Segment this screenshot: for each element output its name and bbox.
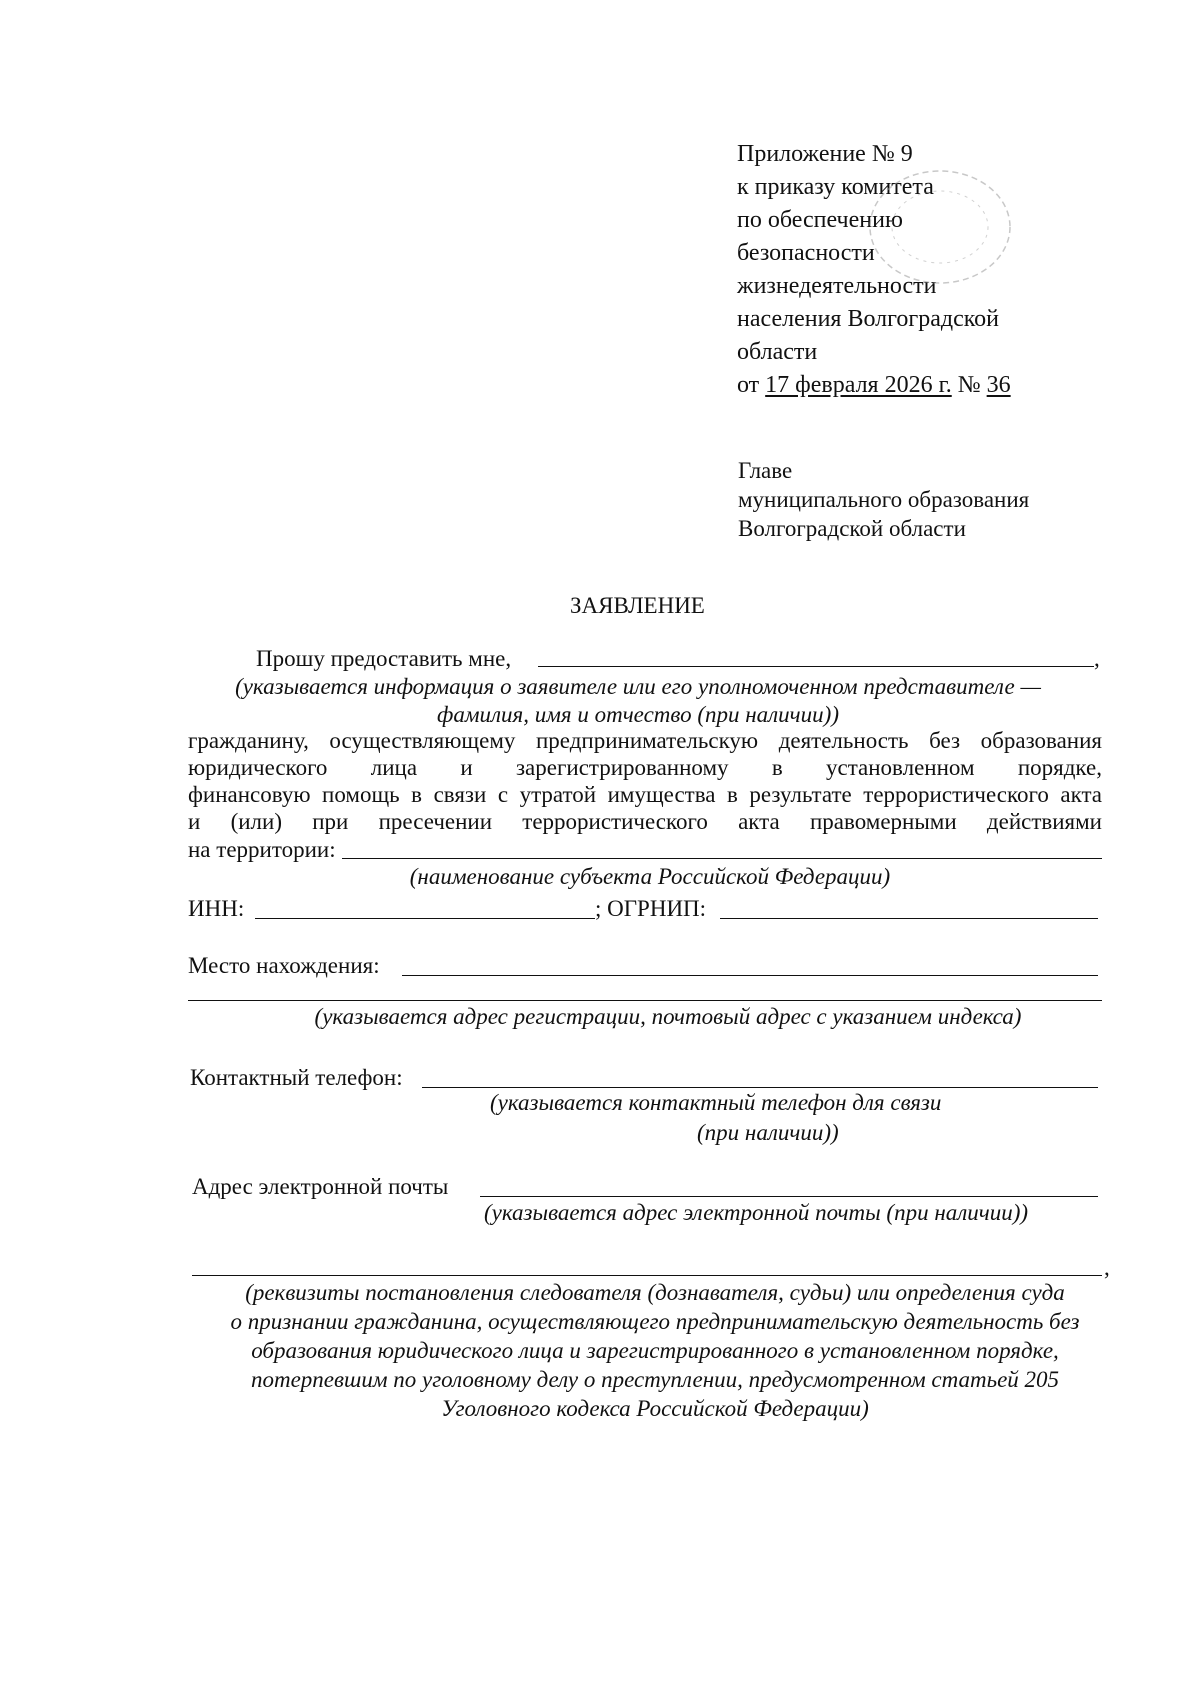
comma: , [1104, 1255, 1110, 1280]
appendix-date-line [737, 369, 1011, 401]
paragraph-line: и (или) при пресечении террористического акта правомерными действиями [188, 809, 1102, 834]
location-field-continuation[interactable] [188, 1000, 1102, 1001]
appendix-line: по обеспечению [737, 207, 903, 233]
email-label: Адрес электронной почты [192, 1174, 449, 1199]
paragraph-line: финансовую помощь в связи с утратой имущества в результате террористического акта [188, 782, 1102, 807]
hint-phone: (указывается контактный телефон для связи [490, 1090, 942, 1115]
requisites-field[interactable] [192, 1275, 1102, 1276]
stamp-outer-ring [870, 171, 1010, 283]
hint-territory: (наименование субъекта Российской Федерации) [409, 864, 891, 889]
comma: , [1094, 646, 1100, 671]
number-prefix: № [957, 372, 981, 398]
hint-requisites: Уголовного кодекса Российской Федерации) [441, 1396, 869, 1421]
hint-address: (указывается адрес регистрации, почтовый адрес с указанием индекса) [314, 1004, 1022, 1029]
appendix-line: к приказу комитета [737, 174, 934, 200]
location-label: Место нахождения: [188, 953, 380, 978]
appendix-line: безопасности [737, 240, 875, 266]
paragraph-line: юридического лица и зарегистрированному в установленном порядке, [188, 755, 1102, 780]
hint-applicant: (указывается информация о заявителе или его уполномоченном представителе — [235, 674, 1041, 699]
request-label: Прошу предоставить мне, [256, 646, 512, 671]
stamp-inner-ring [892, 191, 988, 263]
addressee-line: Главе [738, 458, 793, 483]
appendix-line: населения Волгоградской [737, 306, 1000, 332]
inn-label: ИНН: [188, 896, 245, 921]
seal-stamp [860, 165, 1020, 295]
applicant-field[interactable] [538, 666, 1094, 667]
appendix-number: 36 [986, 372, 1011, 398]
territory-label: на территории: [188, 837, 336, 862]
hint-email: (указывается адрес электронной почты (при наличии)) [484, 1200, 1029, 1225]
location-field[interactable] [402, 975, 1098, 976]
document-title: ЗАЯВЛЕНИЕ [570, 593, 705, 618]
appendix-line: области [737, 339, 818, 365]
addressee-line: муниципального образования [738, 487, 1030, 512]
hint-requisites: (реквизиты постановления следователя (дознавателя, судьи) или определения суда [245, 1280, 1065, 1305]
hint-requisites: потерпевшим по уголовному делу о преступлении, предусмотренном статьей 205 [250, 1367, 1060, 1392]
appendix-title: Приложение № 9 [737, 141, 913, 167]
hint-phone: (при наличии)) [697, 1120, 839, 1145]
phone-label: Контактный телефон: [190, 1065, 403, 1090]
paragraph-line: гражданину, осуществляющему предпринимательскую деятельность без образования [188, 728, 1102, 753]
ogrnip-label: ; ОГРНИП: [595, 896, 707, 921]
hint-applicant: фамилия, имя и отчество (при наличии)) [437, 702, 839, 727]
appendix-line: жизнедеятельности [737, 273, 937, 299]
appendix-date: 17 февраля 2026 г. [765, 372, 952, 398]
date-prefix: от [737, 372, 760, 398]
addressee-line: Волгоградской области [738, 516, 966, 541]
ogrnip-field[interactable] [720, 918, 1098, 919]
territory-field[interactable] [342, 858, 1102, 859]
hint-requisites: о признании гражданина, осуществляющего предпринимательскую деятельность без [230, 1309, 1080, 1334]
inn-field[interactable] [255, 918, 595, 919]
hint-requisites: образования юридического лица и зарегистрированного в установленном порядке, [251, 1338, 1059, 1363]
